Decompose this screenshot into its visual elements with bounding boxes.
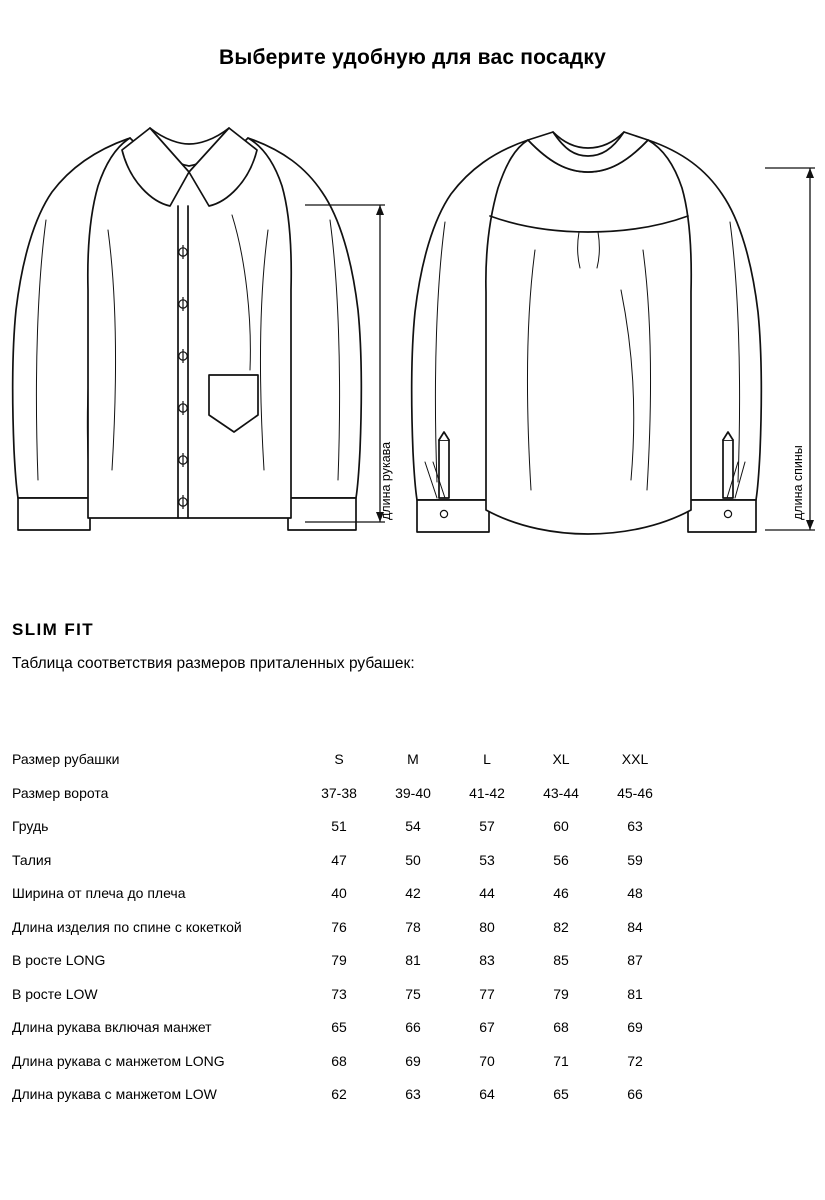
size-table	[12, 742, 672, 1111]
row-value: 82	[553, 918, 569, 935]
table-header-row	[12, 742, 672, 776]
page-title: Выберите удобную для вас посадку	[218, 46, 607, 69]
row-value: 54	[405, 818, 421, 835]
table-row	[12, 843, 672, 877]
row-value: 66	[405, 1019, 421, 1036]
table-row	[12, 810, 672, 844]
row-value: 79	[553, 985, 569, 1002]
row-label: В росте LOW	[12, 985, 98, 1002]
fit-description: Таблица соответствия размеров приталенных рубашек:	[12, 655, 415, 672]
row-value: 85	[553, 952, 569, 969]
row-value: 70	[479, 1052, 495, 1069]
row-value: 39-40	[395, 784, 431, 801]
table-header-cell: M	[407, 751, 419, 767]
row-value: 73	[331, 985, 347, 1002]
row-value: 75	[405, 985, 421, 1002]
row-value: 78	[405, 918, 421, 935]
row-value: 87	[627, 952, 643, 969]
row-value: 76	[331, 918, 347, 935]
row-value: 79	[331, 952, 347, 969]
row-label: Длина изделия по спине с кокеткой	[12, 918, 242, 935]
back-length-label: длина спины	[791, 445, 805, 520]
row-label: Длина рукава с манжетом LONG	[12, 1052, 225, 1069]
row-value: 48	[627, 885, 643, 902]
row-label: Размер ворота	[12, 784, 109, 801]
table-header-cell: Размер рубашки	[12, 751, 120, 767]
table-header-cell: S	[334, 751, 344, 767]
row-value: 81	[627, 985, 643, 1002]
row-value: 44	[479, 885, 495, 902]
row-value: 46	[553, 885, 569, 902]
table-row	[12, 776, 672, 810]
row-value: 72	[627, 1052, 643, 1069]
table-row	[12, 944, 672, 978]
row-value: 56	[553, 851, 569, 868]
row-value: 68	[553, 1019, 569, 1036]
table-header-cell: XXL	[621, 751, 649, 767]
row-value: 63	[627, 818, 643, 835]
row-value: 65	[553, 1086, 569, 1103]
row-label: Длина рукава включая манжет	[12, 1019, 212, 1036]
row-value: 67	[479, 1019, 495, 1036]
sleeve-length-label: длина рукава	[379, 441, 393, 520]
table-row	[12, 977, 672, 1011]
row-value: 60	[553, 818, 569, 835]
table-row	[12, 1011, 672, 1045]
row-value: 62	[331, 1086, 347, 1103]
row-value: 77	[479, 985, 495, 1002]
table-header-cell: XL	[552, 751, 570, 767]
row-value: 50	[405, 851, 421, 868]
row-value: 65	[331, 1019, 347, 1036]
row-label: Грудь	[12, 818, 49, 835]
row-label: Ширина от плеча до плеча	[12, 885, 186, 902]
row-value: 69	[405, 1052, 421, 1069]
table-row	[12, 1078, 672, 1112]
table-row	[12, 877, 672, 911]
table-row	[12, 910, 672, 944]
row-value: 37-38	[321, 784, 357, 801]
row-value: 43-44	[543, 784, 579, 801]
row-value: 81	[405, 952, 421, 969]
fit-name: SLIM FIT	[12, 620, 95, 639]
row-value: 57	[479, 818, 495, 835]
row-value: 71	[553, 1052, 569, 1069]
row-value: 51	[331, 818, 347, 835]
back-length-dimension	[760, 110, 820, 560]
row-value: 68	[331, 1052, 347, 1069]
row-label: Длина рукава с манжетом LOW	[12, 1086, 217, 1103]
row-value: 41-42	[469, 784, 505, 801]
row-value: 80	[479, 918, 495, 935]
table-row	[12, 1044, 672, 1078]
row-value: 63	[405, 1086, 421, 1103]
row-value: 84	[627, 918, 643, 935]
row-value: 66	[627, 1086, 643, 1103]
back-shirt-icon	[393, 110, 793, 560]
shirt-illustration-group	[0, 110, 825, 560]
row-label: Талия	[12, 851, 52, 868]
row-value: 69	[627, 1019, 643, 1036]
row-value: 64	[479, 1086, 495, 1103]
table-header-cell: L	[483, 751, 491, 767]
row-value: 59	[627, 851, 643, 868]
row-label: В росте LONG	[12, 952, 106, 969]
row-value: 40	[331, 885, 347, 902]
row-value: 53	[479, 851, 495, 868]
row-value: 83	[479, 952, 495, 969]
row-value: 45-46	[617, 784, 653, 801]
row-value: 42	[405, 885, 421, 902]
row-value: 47	[331, 851, 347, 868]
